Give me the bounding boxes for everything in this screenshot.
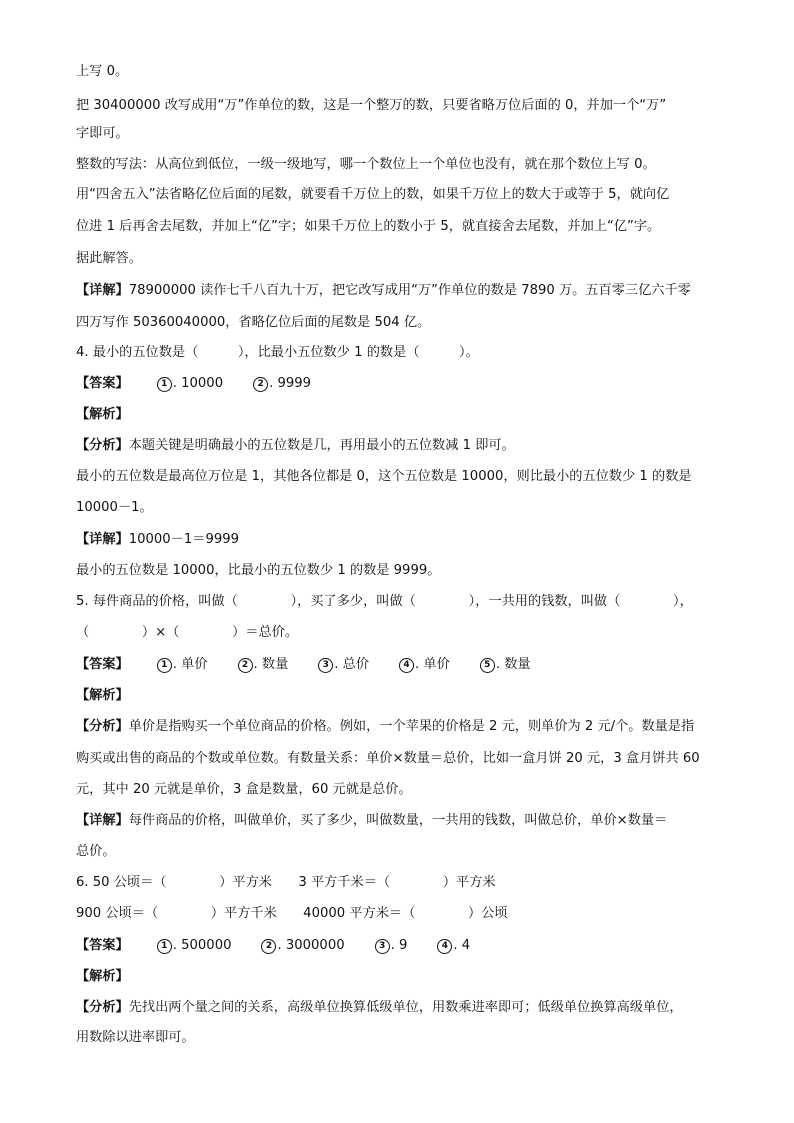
line-text: 本题关键是明确最小的五位数是几，再用最小的五位数减 1 即可。	[128, 438, 515, 453]
line-text: 先找出两个量之间的关系，高级单位换算低级单位，用数乘进率即可；低级单位换算高级单位，	[128, 1000, 683, 1015]
line-text: 把 30400000 改写成用“万”作单位的数，这是一个整万的数，只要省略万位后面的 0，并加一个“万”	[76, 98, 667, 113]
section-label: 【答案】	[76, 938, 129, 953]
text-line-l22	[76, 718, 726, 736]
answer-number-3: 3	[375, 939, 390, 954]
text-line-l11	[76, 375, 726, 393]
text-line-l4	[76, 156, 726, 174]
text-line-l29	[76, 937, 726, 955]
text-line-l9	[76, 314, 726, 332]
line-text: 上写 0。	[76, 64, 129, 79]
answer-value: . 总价	[334, 657, 370, 672]
line-text: 购买或出售的商品的个数或单位数。有数量关系：单价×数量＝总价，比如一盒月饼 20 元，3 盒月饼共 60	[76, 751, 700, 766]
text-line-l12	[76, 406, 726, 424]
answer-number-5: 5	[480, 658, 495, 673]
answer-value: . 500000	[172, 938, 232, 953]
answer-value: . 数量	[253, 657, 289, 672]
answer-number-2: 2	[261, 939, 276, 954]
line-text: 78900000 读作七千八百九十万，把它改写成用“万”作单位的数是 7890 万。五百零三亿六千零	[128, 283, 691, 298]
text-line-l3	[76, 125, 726, 143]
answer-number-2: 2	[253, 377, 268, 392]
section-label: 【解析】	[76, 688, 129, 703]
answer-number-1: 1	[157, 939, 172, 954]
text-line-l2	[76, 97, 726, 115]
line-text: 10000－1。	[76, 500, 153, 515]
section-label: 【答案】	[76, 657, 129, 672]
text-line-l25	[76, 812, 726, 830]
text-line-l17	[76, 562, 726, 580]
answer-number-4: 4	[437, 939, 452, 954]
text-line-l7	[76, 250, 726, 268]
line-text: 据此解答。	[76, 251, 142, 266]
line-text: 四万写作 50360040000，省略亿位后面的尾数是 504 亿。	[76, 315, 431, 330]
answer-number-4: 4	[399, 658, 414, 673]
text-line-l19	[76, 624, 726, 642]
line-text: 整数的写法：从高位到低位，一级一级地写，哪一个数位上一个单位也没有，就在那个数位上写 0。	[76, 157, 656, 172]
text-line-l30	[76, 968, 726, 986]
answer-value: . 3000000	[277, 938, 345, 953]
text-line-l8	[76, 282, 726, 300]
text-line-l20	[76, 656, 726, 674]
text-line-l26	[76, 843, 726, 861]
line-text: 6. 50 公顷＝（ ）平方米 3 平方千米＝（ ）平方米	[76, 875, 496, 890]
line-text: 4. 最小的五位数是（ ），比最小五位数少 1 的数是（ ）。	[76, 345, 479, 360]
answer-value: . 10000	[172, 376, 224, 391]
section-label: 【详解】	[76, 813, 129, 828]
line-text: 10000－1＝9999	[128, 532, 240, 547]
text-line-l1	[76, 63, 726, 81]
line-text: 字即可。	[76, 126, 129, 141]
line-text: （ ）×（ ）＝总价。	[76, 625, 299, 640]
section-label: 【解析】	[76, 407, 129, 422]
section-label: 【答案】	[76, 376, 129, 391]
line-text: 900 公顷＝（ ）平方千米 40000 平方米＝（ ）公顷	[76, 906, 508, 921]
text-line-l14	[76, 468, 726, 486]
text-line-l5	[76, 186, 726, 204]
answer-number-1: 1	[157, 658, 172, 673]
text-line-l32	[76, 1029, 726, 1047]
text-line-l27	[76, 874, 726, 892]
answer-value: . 数量	[495, 657, 531, 672]
section-label: 【详解】	[76, 283, 129, 298]
line-text: 每件商品的价格，叫做单价，买了多少，叫做数量，一共用的钱数，叫做总价，单价×数量＝	[128, 813, 668, 828]
text-line-l24	[76, 781, 726, 799]
text-line-l15	[76, 499, 726, 517]
text-line-l21	[76, 687, 726, 705]
line-text: 用“四舍五入”法省略亿位后面的尾数，就要看千万位上的数，如果千万位上的数大于或等于 5，就向亿	[76, 187, 670, 202]
answer-value: . 单价	[415, 657, 450, 672]
answer-value: . 单价	[172, 657, 208, 672]
text-line-l13	[76, 437, 726, 455]
section-label: 【详解】	[76, 532, 129, 547]
line-text: 5. 每件商品的价格，叫做（ ），买了多少，叫做（ ），一共用的钱数，叫做（ ），	[76, 594, 693, 609]
answer-number-1: 1	[157, 377, 172, 392]
section-label: 【解析】	[76, 969, 129, 984]
section-label: 【分析】	[76, 438, 129, 453]
answer-value: . 9	[390, 938, 408, 953]
line-text: 用数除以进率即可。	[76, 1030, 195, 1045]
answer-number-3: 3	[318, 658, 333, 673]
section-label: 【分析】	[76, 719, 129, 734]
text-line-l16	[76, 531, 726, 549]
text-line-l18	[76, 593, 726, 611]
line-text: 单价是指购买一个单位商品的价格。例如，一个苹果的价格是 2 元，则单价为 2 元/个。数量是指	[128, 719, 695, 734]
answer-number-2: 2	[238, 658, 253, 673]
line-text: 总价。	[76, 844, 116, 859]
section-label: 【分析】	[76, 1000, 129, 1015]
line-text: 位进 1 后再舍去尾数，并加上“亿”字；如果千万位上的数小于 5，就直接舍去尾数，并加上“亿”字。	[76, 219, 661, 234]
answer-value: . 4	[453, 938, 471, 953]
line-text: 最小的五位数是最高位万位是 1，其他各位都是 0，这个五位数是 10000，则比最小的五位数少 1 的数是	[76, 469, 692, 484]
text-line-l6	[76, 218, 726, 236]
text-line-l10	[76, 344, 726, 362]
line-text: 最小的五位数是 10000，比最小的五位数少 1 的数是 9999。	[76, 563, 441, 578]
line-text: 元，其中 20 元就是单价，3 盒是数量，60 元就是总价。	[76, 782, 412, 797]
text-line-l31	[76, 999, 726, 1017]
text-line-l28	[76, 905, 726, 923]
answer-value: . 9999	[269, 376, 312, 391]
text-line-l23	[76, 750, 726, 768]
